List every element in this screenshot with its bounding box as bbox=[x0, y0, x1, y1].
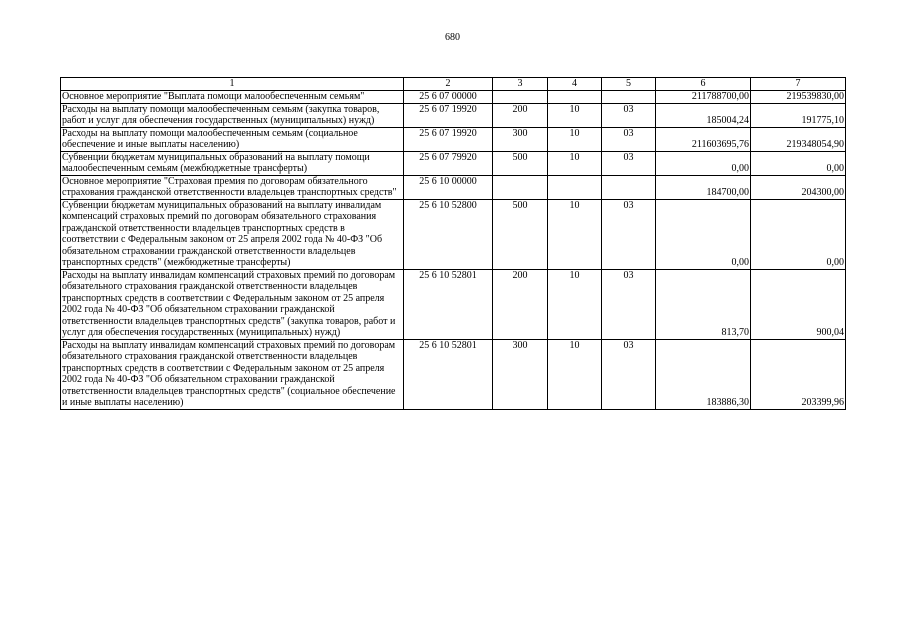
row-description: Расходы на выплату инвалидам компенсаций страховых премий по договорам обязательного страхования гражданской ответственности владельцев транспортных средств в соответствии с Федеральным законом от 25 апреля 2002 года № 40-ФЗ "Об обязательном страховании гражданской ответственности владельцев транспортных средств" (социальное обеспечение и иные выплаты населению) bbox=[61, 339, 404, 409]
amount-col-6: 813,70 bbox=[656, 269, 751, 339]
table-header-row bbox=[61, 78, 846, 91]
section-code: 10 bbox=[548, 339, 602, 409]
row-description: Расходы на выплату помощи малообеспеченным семьям (закупка товаров, работ и услуг для обеспечения государственных (муниципальных) нужд) bbox=[61, 103, 404, 127]
column-header: 1 bbox=[61, 78, 404, 91]
target-article-code: 25 6 07 79920 bbox=[404, 151, 493, 175]
amount-col-6: 211788700,00 bbox=[656, 91, 751, 104]
target-article-code: 25 6 07 19920 bbox=[404, 103, 493, 127]
section-code: 10 bbox=[548, 127, 602, 151]
amount-col-6: 0,00 bbox=[656, 151, 751, 175]
amount-col-7: 0,00 bbox=[751, 151, 846, 175]
expense-type-code: 300 bbox=[493, 339, 548, 409]
subsection-code: 03 bbox=[602, 151, 656, 175]
section-code: 10 bbox=[548, 103, 602, 127]
amount-col-7: 900,04 bbox=[751, 269, 846, 339]
amount-col-6: 183886,30 bbox=[656, 339, 751, 409]
amount-col-7: 191775,10 bbox=[751, 103, 846, 127]
section-code bbox=[548, 91, 602, 104]
row-description: Субвенции бюджетам муниципальных образований на выплату помощи малообеспеченным семьям (межбюджетные трансферты) bbox=[61, 151, 404, 175]
target-article-code: 25 6 07 00000 bbox=[404, 91, 493, 104]
table-row bbox=[61, 127, 846, 151]
subsection-code: 03 bbox=[602, 199, 656, 269]
table-row bbox=[61, 103, 846, 127]
expense-type-code: 500 bbox=[493, 199, 548, 269]
row-description: Основное мероприятие "Страховая премия по договорам обязательного страхования гражданской ответственности владельцев транспортных средств" bbox=[61, 175, 404, 199]
table-row bbox=[61, 199, 846, 269]
expense-type-code bbox=[493, 175, 548, 199]
row-description: Субвенции бюджетам муниципальных образований на выплату инвалидам компенсаций страховых премий по договорам обязательного страхования гражданской ответственности владельцев транспортных средств в соответствии с Федеральным законом от 25 апреля 2002 года № 40-ФЗ "Об обязательном страховании гражданской ответственности владельцев транспортных средств" (межбюджетные трансферты) bbox=[61, 199, 404, 269]
amount-col-6: 185004,24 bbox=[656, 103, 751, 127]
subsection-code bbox=[602, 91, 656, 104]
row-description: Расходы на выплату инвалидам компенсаций страховых премий по договорам обязательного страхования гражданской ответственности владельцев транспортных средств в соответствии с Федеральным законом от 25 апреля 2002 года № 40-ФЗ "Об обязательном страховании гражданской ответственности владельцев транспортных средств" (закупка товаров, работ и услуг для обеспечения государственных (муниципальных) нужд) bbox=[61, 269, 404, 339]
page-number: 680 bbox=[445, 32, 460, 43]
table-row bbox=[61, 339, 846, 409]
target-article-code: 25 6 10 52800 bbox=[404, 199, 493, 269]
column-header: 5 bbox=[602, 78, 656, 91]
amount-col-7: 219539830,00 bbox=[751, 91, 846, 104]
subsection-code bbox=[602, 175, 656, 199]
expense-type-code bbox=[493, 91, 548, 104]
amount-col-7: 0,00 bbox=[751, 199, 846, 269]
expense-type-code: 300 bbox=[493, 127, 548, 151]
expense-type-code: 500 bbox=[493, 151, 548, 175]
amount-col-7: 203399,96 bbox=[751, 339, 846, 409]
expense-type-code: 200 bbox=[493, 103, 548, 127]
subsection-code: 03 bbox=[602, 103, 656, 127]
table-row bbox=[61, 91, 846, 104]
section-code: 10 bbox=[548, 199, 602, 269]
expense-type-code: 200 bbox=[493, 269, 548, 339]
amount-col-6: 211603695,76 bbox=[656, 127, 751, 151]
column-header: 4 bbox=[548, 78, 602, 91]
amount-col-7: 204300,00 bbox=[751, 175, 846, 199]
column-header: 3 bbox=[493, 78, 548, 91]
table-row bbox=[61, 175, 846, 199]
table-row bbox=[61, 269, 846, 339]
table-row bbox=[61, 151, 846, 175]
section-code: 10 bbox=[548, 269, 602, 339]
amount-col-6: 0,00 bbox=[656, 199, 751, 269]
column-header: 2 bbox=[404, 78, 493, 91]
row-description: Основное мероприятие "Выплата помощи малообеспеченным семьям" bbox=[61, 91, 404, 104]
target-article-code: 25 6 10 00000 bbox=[404, 175, 493, 199]
row-description: Расходы на выплату помощи малообеспеченным семьям (социальное обеспечение и иные выплаты населению) bbox=[61, 127, 404, 151]
target-article-code: 25 6 07 19920 bbox=[404, 127, 493, 151]
subsection-code: 03 bbox=[602, 269, 656, 339]
target-article-code: 25 6 10 52801 bbox=[404, 269, 493, 339]
column-header: 6 bbox=[656, 78, 751, 91]
amount-col-7: 219348054,90 bbox=[751, 127, 846, 151]
column-header: 7 bbox=[751, 78, 846, 91]
section-code bbox=[548, 175, 602, 199]
budget-table bbox=[60, 77, 846, 410]
subsection-code: 03 bbox=[602, 339, 656, 409]
target-article-code: 25 6 10 52801 bbox=[404, 339, 493, 409]
subsection-code: 03 bbox=[602, 127, 656, 151]
section-code: 10 bbox=[548, 151, 602, 175]
amount-col-6: 184700,00 bbox=[656, 175, 751, 199]
